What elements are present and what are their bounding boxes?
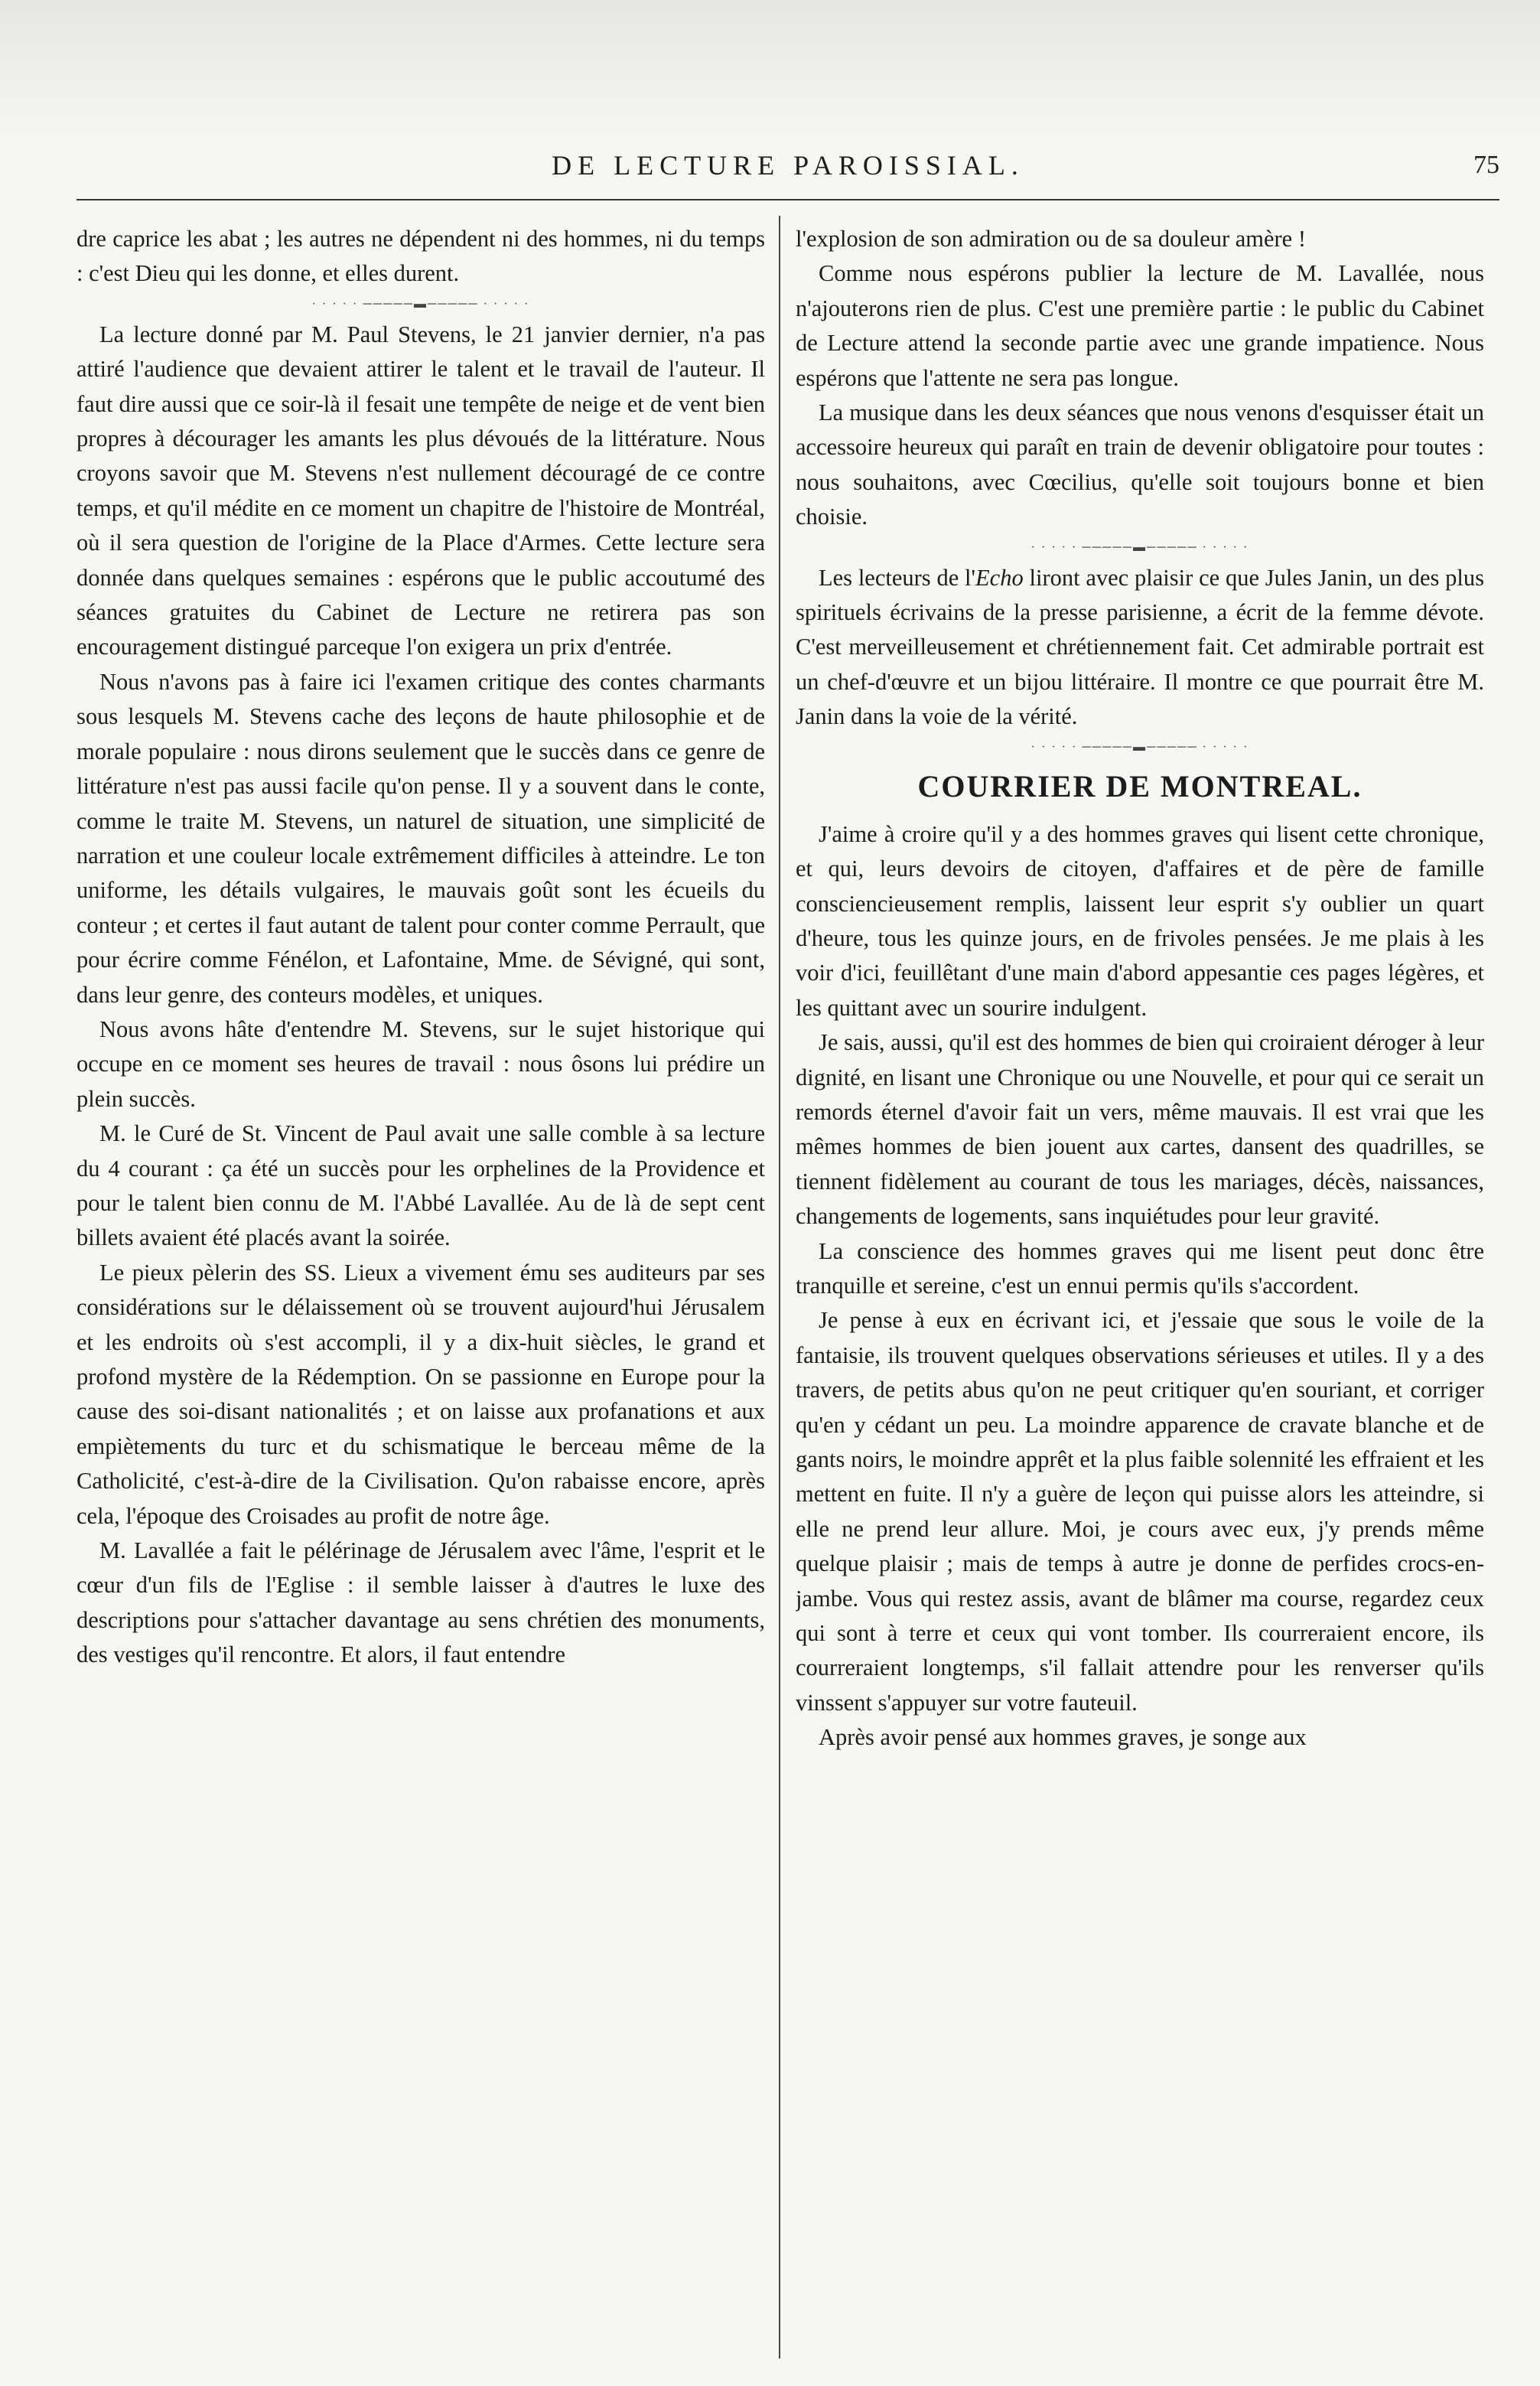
text-run: Les lecteurs de l' [819,564,976,591]
paragraph: dre caprice les abat ; les autres ne dépendent ni des hommes, ni du temps : c'est Dieu qui les donne, et elles durent. [77,226,765,287]
paragraph: J'aime à croire qu'il y a des hommes graves qui lisent cette chronique, et qui, leurs devoirs de citoyen, d'affaires et de père de famille consciencieusement remplis, laissent leur esprit s'y oublier un quart d'heure, tous les quinze jours, en de frivoles pensées. Je me plais à les voir d'ici, feuillêtant d'une main d'abord appesantie ces pages légères, et les quittant avec un sourire indulgent. [796,820,1484,1021]
paragraph: La conscience des hommes graves qui me lisent peut donc être tranquille et sereine, c'est un ennui permis qu'ils s'accordent. [796,1237,1484,1299]
paragraph: Le pieux pèlerin des SS. Lieux a vivement ému ses auditeurs par ses considérations sur le délaissement où se trouvent aujourd'hui Jérusalem et les endroits où s'est accompli, il y a dix-huit siècles, le grand et profond mystère de la Rédemption. On se passionne en Europe pour la cause des soi-disant nationalités ; et on laisse aux profanations et aux empiètements du turc et du schismatique le berceau même de la Catholicité, c'est-à-dire de la Civilisation. Qu'on rabaisse encore, après cela, l'époque des Croisades au profit de notre âge. [77,1259,765,1529]
page-header [77,149,1499,186]
paragraph: Je sais, aussi, qu'il est des hommes de bien qui croiraient déroger à leur dignité, en lisant une Chronique ou une Nouvelle, et pour qui ce serait un remords éternel d'avoir fait un vers, même mauvais. Il est vrai que les mêmes hommes de bien jouent aux cartes, dansent des quadrilles, se tiennent fidèlement au courant de tous les mariages, décès, naissances, changements de logements, sans inquiétudes pour leur gravité. [796,1029,1484,1230]
publication-name: Echo [975,564,1024,591]
paragraph: Nous avons hâte d'entendre M. Stevens, sur le sujet historique qui occupe en ce moment ses heures de travail : nous ôsons lui prédire un plein succès. [77,1015,765,1112]
right-column [796,222,1484,2349]
section-separator: · · · · · ─────▬───── · · · · · [1030,540,1249,554]
left-column [77,222,765,2349]
paragraph: La musique dans les deux séances que nous venons d'esquisser était un accessoire heureux qui paraît en train de devenir obligatoire pour toutes : nous souhaitons, avec Cœcilius, qu'elle soit toujours bonne et bien choisie. [796,399,1484,530]
paper-stain [0,0,1540,145]
header-rule [77,199,1499,200]
section-separator: · · · · · ─────▬───── · · · · · [311,297,530,311]
paragraph [796,561,1484,735]
paragraph: M. Lavallée a fait le pélérinage de Jérusalem avec l'âme, l'esprit et le cœur d'un fils de l'Eglise : il semble laisser à d'autres le luxe des descriptions pour s'attacher davantage au sens chrétien des monuments, des vestiges qu'il rencontre. Et alors, il faut entendre [77,1537,765,1668]
paragraph: Nous n'avons pas à faire ici l'examen critique des contes charmants sous lesquels M. Stevens cache des leçons de haute philosophie et de morale populaire : nous dirons seulement que le succès dans ce genre de littérature n'est pas aussi facile qu'on pense. Il y a souvent dans le conte, comme le traite M. Stevens, un naturel de situation, une simplicité de narration et une couleur locale extrêmement difficiles à atteindre. Le ton uniforme, les détails vulgaires, le mauvais goût sont les écueils du conteur ; et certes il faut autant de talent pour conter comme Perrault, que pour écrire comme Fénélon, et Lafontaine, Mme. de Sévigné, qui sont, dans leur genre, des conteurs modèles, et uniques. [77,668,765,1008]
column-divider [779,216,780,2358]
text-run: liront avec plaisir ce que Jules Janin, un des plus spirituels écrivains de la presse parisienne, a écrit de la femme dévote. C'est merveilleusement et chrétiennement fait. Cet admirable portrait est un chef-d'œuvre et un bijou littéraire. Il montre ce que pourrait être M. Janin dans la voie de la vérité. [796,564,1484,730]
section-separator: · · · · · ─────▬───── · · · · · [1030,740,1249,754]
paragraph: M. le Curé de St. Vincent de Paul avait une salle comble à sa lecture du 4 courant : ça été un succès pour les orphelines de la Providence et pour le talent bien connu de M. l'Abbé Lavallée. Au de là de sept cent billets avaient été placés avant la soirée. [77,1120,765,1251]
paragraph: La lecture donné par M. Paul Stevens, le 21 janvier dernier, n'a pas attiré l'audience que devaient attirer le talent et le travail de l'auteur. Il faut dire aussi que ce soir-là il fesait une tempête de neige et de vent bien propres à décourager les amants les plus dévoués de la littérature. Nous croyons savoir que M. Stevens n'est nullement découragé de ce contre temps, et qu'il médite en ce moment un chapitre de l'histoire de Montréal, où il sera question de l'origine de la Place d'Armes. Cette lecture sera donnée dans quelques semaines : espérons que le public accoutumé des séances gratuites du Cabinet de Lecture ne retirera pas son encouragement distingué parceque l'on exigera un prix d'entrée. [77,321,765,660]
paragraph: Je pense à eux en écrivant ici, et j'essaie que sous le voile de la fantaisie, ils trouvent quelques observations sérieuses et utiles. Il y a des travers, de petits abus qu'on ne peut critiquer qu'en souriant, et corriger qu'en y cédant un peu. La moindre apparence de cravate blanche et de gants noirs, le moindre apprêt et la plus faible solennité les effraient et les mettent en fuite. Il n'y a guère de leçon qui puisse alors les atteindre, si elle ne prend leur allure. Moi, je cours avec eux, j'y prends même quelque plaisir ; mais de temps à autre je donne de perfides crocs-en-jambe. Vous qui restez assis, avant de blâmer ma course, regardez ceux qui sont à terre et ceux qui vont tomber. Ils courreraient encore, ils courreraient longtemps, s'il fallait attendre pour les renverser qu'ils vinssent s'appuyer sur votre fauteuil. [796,1307,1484,1716]
running-title: DE LECTURE PAROISSIAL. [552,150,1024,181]
section-title: COURRIER DE MONTREAL. [917,768,1363,803]
paragraph: l'explosion de son admiration ou de sa douleur amère ! [796,226,1306,252]
paragraph: Après avoir pensé aux hommes graves, je songe aux [819,1724,1307,1751]
paragraph: Comme nous espérons publier la lecture de M. Lavallée, nous n'ajouterons rien de plus. C'est une première partie : le public du Cabinet de Lecture attend la seconde partie avec une grande impatience. Nous espérons que l'attente ne sera pas longue. [796,260,1484,391]
page-number: 75 [1473,151,1499,179]
